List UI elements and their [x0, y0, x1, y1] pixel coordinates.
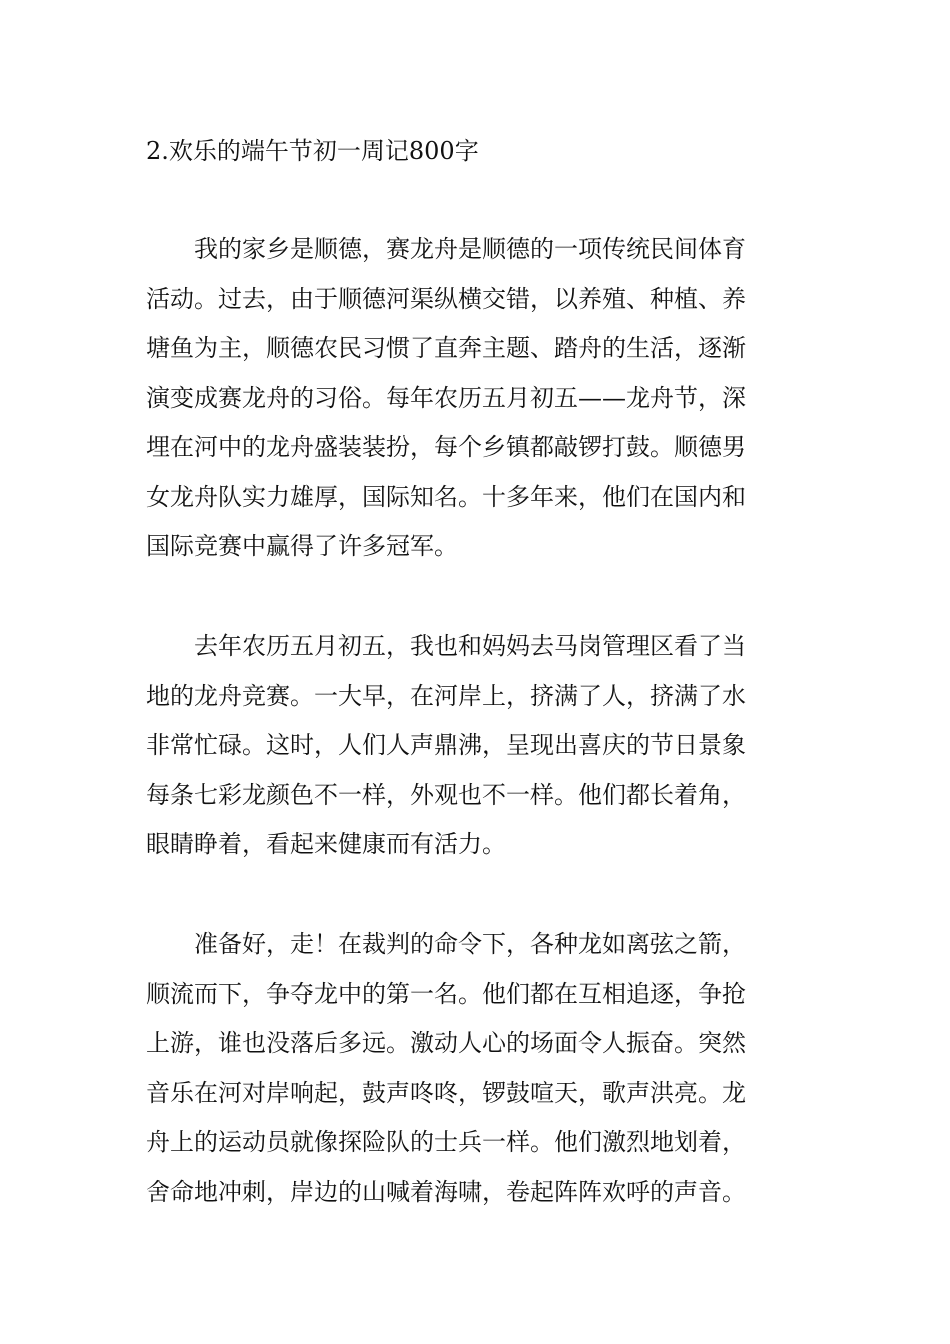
text-line: 活动。过去，由于顺德河渠纵横交错，以养殖、种植、养 — [146, 284, 746, 313]
text-line: 埋在河中的龙舟盛装装扮，每个乡镇都敲锣打鼓。顺德男 — [146, 433, 746, 461]
text-line: 塘鱼为主，顺德农民习惯了直奔主题、踏舟的生活，逐渐 — [146, 334, 746, 362]
text-line: 舟上的运动员就像探险队的士兵一样。他们激烈地划着， — [146, 1128, 746, 1156]
text-line: 地的龙舟竞赛。一大早，在河岸上，挤满了人，挤满了水 — [146, 681, 746, 710]
text-line: 去年农历五月初五，我也和妈妈去马岗管理区看了当 — [146, 632, 746, 660]
text-line: 准备好，走！在裁判的命令下，各种龙如离弦之箭， — [146, 930, 746, 958]
text-line: 音乐在河对岸响起，鼓声咚咚，锣鼓喧天，歌声洪亮。龙 — [146, 1078, 746, 1107]
text-line: 上游，谁也没落后多远。激动人心的场面令人振奋。突然 — [146, 1029, 746, 1057]
text-line: 演变成赛龙舟的习俗。每年农历五月初五——龙舟节，深 — [146, 383, 746, 412]
text-line: 非常忙碌。这时，人们人声鼎沸，呈现出喜庆的节日景象 — [146, 731, 746, 759]
document-title: 2.欢乐的端午节初一周记800字 — [146, 137, 479, 165]
text-line: 我的家乡是顺德，赛龙舟是顺德的一项传统民间体育 — [146, 235, 746, 263]
paragraph-3 — [146, 920, 806, 1217]
text-line: 女龙舟队实力雄厚，国际知名。十多年来，他们在国内和 — [146, 482, 746, 511]
paragraph-1 — [146, 225, 806, 572]
text-line: 舍命地冲刺，岸边的山喊着海啸，卷起阵阵欢呼的声音。 — [146, 1177, 746, 1206]
text-line: 顺流而下，争夺龙中的第一名。他们都在互相追逐，争抢 — [146, 979, 746, 1008]
text-line: 国际竞赛中赢得了许多冠军。 — [146, 532, 458, 560]
text-line: 眼睛睁着，看起来健康而有活力。 — [146, 830, 506, 858]
paragraph-2 — [146, 622, 806, 870]
text-line: 每条七彩龙颜色不一样，外观也不一样。他们都长着角， — [146, 780, 746, 809]
